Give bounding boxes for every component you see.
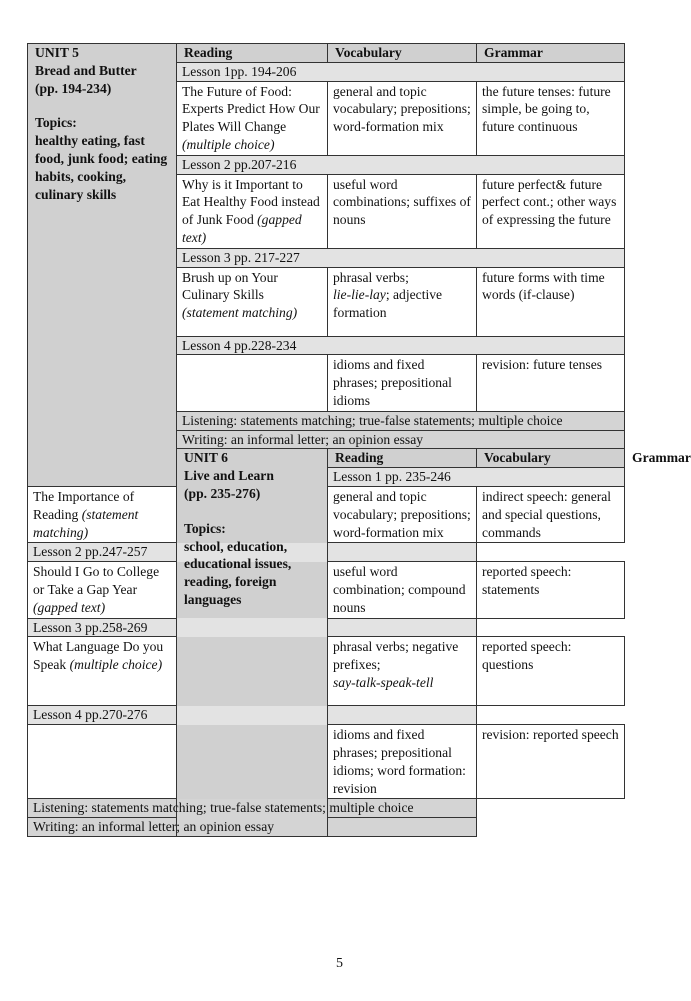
reading-cell: Brush up on Your Culinary Skills (statement matching) — [177, 267, 328, 336]
unit-pages: (pp. 235-276) — [184, 485, 261, 501]
page-number: 5 — [336, 956, 343, 971]
lesson-row — [28, 543, 625, 562]
reading-cell: The Future of Food: Experts Predict How Our Plates Will Change (multiple choice) — [177, 81, 328, 155]
unit5-cell — [28, 44, 177, 487]
listening-text: Listening: statements matching; true-false statements; multiple choice — [177, 411, 625, 430]
grammar-cell: indirect speech: general and special questions, commands — [477, 486, 625, 542]
listening-row — [28, 799, 625, 818]
listening-text: Listening: statements matching; true-false statements; multiple choice — [28, 799, 477, 818]
header-reading: Reading — [177, 44, 328, 63]
unit-title: UNIT 5 — [35, 45, 79, 60]
reading-cell — [28, 725, 177, 799]
topics-text: healthy eating, fast food, junk food; eating habits, cooking, culinary skills — [35, 133, 168, 202]
topics-label: Topics: — [35, 115, 77, 131]
grammar-cell: revision: reported speech — [477, 725, 625, 799]
table-header-row: UNIT 6 Live and Learn (pp. 235-276) Topics: school, education, educational issues, reading, foreign languages Reading Vocabulary Grammar — [28, 449, 625, 468]
grammar-cell: the future tenses: future simple, be going to, future continuous — [477, 81, 625, 155]
vocabulary-cell: idioms and fixed phrases; prepositional idioms — [328, 355, 477, 411]
vocabulary-cell: useful word combinations; suffixes of nouns — [328, 174, 477, 248]
reading-cell: What Language Do you Speak (multiple choice) — [28, 637, 177, 706]
table-header-row — [28, 44, 625, 63]
vocabulary-cell: phrasal verbs; lie-lie-lay; adjective formation — [328, 267, 477, 336]
lesson-label: Lesson 1 pp. 235-246 — [328, 468, 625, 487]
lesson-label: Lesson 2 pp.207-216 — [177, 155, 625, 174]
writing-text: Writing: an informal letter; an opinion essay — [177, 430, 625, 449]
lesson-label: Lesson 4 pp.228-234 — [177, 336, 625, 355]
vocabulary-cell: general and topic vocabulary; prepositions; word-formation mix — [328, 486, 477, 542]
grammar-cell: reported speech: questions — [477, 637, 625, 706]
reading-cell: Why is it Important to Eat Healthy Food instead of Junk Food (gapped text) — [177, 174, 328, 248]
topics-text: school, education, educational issues, reading, foreign languages — [184, 538, 292, 607]
unit-pages: (pp. 194-234) — [35, 80, 112, 96]
reading-cell — [177, 355, 328, 411]
lesson-label: Lesson 1pp. 194-206 — [177, 62, 625, 81]
unit6-cell — [177, 449, 328, 837]
vocabulary-cell: general and topic vocabulary; prepositions; word-formation mix — [328, 81, 477, 155]
vocabulary-cell: idioms and fixed phrases; prepositional idioms; word formation: revision — [328, 725, 477, 799]
lesson-label: Lesson 3 pp. 217-227 — [177, 248, 625, 267]
writing-row — [28, 818, 625, 837]
grammar-cell: future forms with time words (if-clause) — [477, 267, 625, 336]
lesson-row — [28, 618, 625, 637]
lesson-label: Lesson 3 pp.258-269 — [28, 618, 477, 637]
topics-label: Topics: — [184, 520, 226, 536]
unit-name: Live and Learn — [184, 468, 274, 484]
vocabulary-cell: useful word combination; compound nouns — [328, 562, 477, 618]
lesson-label: Lesson 2 pp.247-257 — [28, 543, 477, 562]
grammar-cell: future perfect& future perfect cont.; other ways of expressing the future — [477, 174, 625, 248]
reading-cell: Should I Go to College or Take a Gap Year (gapped text) — [28, 562, 177, 618]
lesson-label: Lesson 4 pp.270-276 — [28, 706, 477, 725]
header-vocabulary: Vocabulary — [477, 449, 625, 468]
header-reading: Reading — [328, 449, 477, 468]
reading-cell: The Importance of Reading (statement matching) — [28, 486, 177, 542]
grammar-cell: revision: future tenses — [477, 355, 625, 411]
writing-text: Writing: an informal letter; an opinion essay — [28, 818, 477, 837]
grammar-cell: reported speech: statements — [477, 562, 625, 618]
lesson-row — [28, 706, 625, 725]
unit-title: UNIT 6 — [184, 450, 228, 466]
header-vocabulary: Vocabulary — [328, 44, 477, 63]
vocabulary-cell: phrasal verbs; negative prefixes; say-talk-speak-tell — [328, 637, 477, 706]
header-grammar: Grammar — [477, 44, 625, 63]
unit-name: Bread and Butter — [35, 62, 137, 78]
syllabus-table — [27, 43, 691, 837]
